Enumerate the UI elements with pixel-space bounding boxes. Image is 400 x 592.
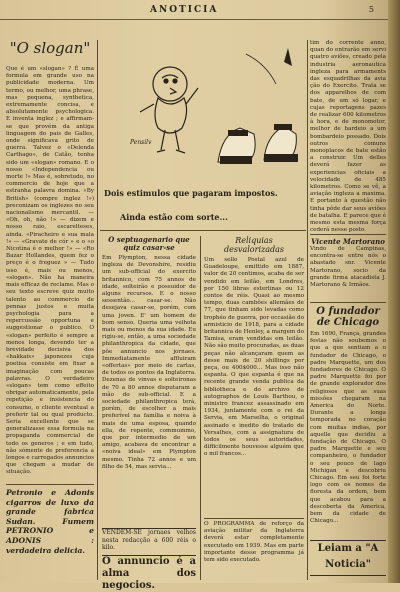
reliquias-body: Um sello Postal azul de Guadeloupe, emittido em 1887, valor de 20 centimos, acaba de ser vendido em leilão, em Londres, por 150 libras esterlinas ou 12 contos de réis. Quasi ao mesmo tempo, duas cambões allemães de 77, que tinham sido levadas como trophéo de guerra, por occasião do armisticio de 1918, para a cidade britannica de Henley, a margem do Tamisa, eram vendidas em leilão. Não são muito procuradas, as duas peças não alcançaram quem as desse mais de 20 shillings por peça, ou 400$000... Mas isso não espanta. O que espanta é que na recente grande venda publica da bibliotheca e do archivo de autographos de Louis Barthou, o ministro francez assassinado em 1934, juntamente com o rei da Servia, em Marselha, o original assinado e inedito do tratado de Versalhes, com a assignatura de todos os seus autoridades, difficilmente houvesse alguém que o mil francos... (204, 257, 304, 458)
divider (204, 518, 304, 519)
column-rule (97, 40, 98, 580)
reliquias-heading: Reliquias desvalorizadas (224, 236, 284, 254)
shoe-figure-right (264, 124, 298, 162)
jornaes-box (102, 528, 196, 556)
slogan-body: Que é um «slogan» ? É uma formula em grande uso na publicidade moderna. Um termo, ou melhor, uma phrase, mas pequena, synthetica, extremamente concisa, e absolutamente psychologica. E inventa inglez ; e affirmam-se que provém da antiga linguagem do pais de Galles, onde significava grito de guerra. Talvez o «Delenda Carthago», de Catão, tenha sido um «slogan» romano. E o nosso «Independencia ou morte !» Mas é, sobretudo, no commercio de hoje que a estranha palavra domina. «By British» (compre inglez !») preconizam os inglezes no seu nacionalismo mercantil. — «Oh, oh, não !» — dizem e nosso raio, escarelteses, ainda. «Piracheiro e sua mala !» — «Gravate de cór » e o «o Nicotina é o melhor !» — «Ro Bazar Hollandes, quem fez o preço é o freguez » — Tudo isso é, mais ou menos, «slogan». Não ha maneira mais efficaz de reclame. Mas o seu texto escreve quiz muito talento ao commercio de pennas justos e muita psychologia para a repercussão opportuna e suggestionar o publico. O «slogan» perfeito é sempre a menos longa, devendo ter a brevidade decisiva dos «hakkais» japonezes cuja poetisa consiste em fixar a imaginação com poucas palavras. O verdadeiro «slogan» tem como effeito obrigar automaticamente, pela repetição e insistencia do consumo, o cliente eventual a preferir tal ou qual producto. Seria excellente que se generalizasse essa formula na propaganda commercial de todo os generos ; e em tudo, não sómente de preferencia a longos e carregados annuncios que chegam a mudar de situação. (6, 66, 94, 476)
cartoon-caption-1: Dois estimulos que pagaram impostos. (104, 188, 278, 198)
cartoon-illustration (100, 34, 306, 184)
jornaes-box-text: VENDEM-SE jornaes velhos nesta redacção a 600 réis o kilo. (102, 529, 196, 551)
programma-box-text: O PROGRAMMA de reforço da aviação militar da Inglaterra deverá estar completamente executado em 1939. Mas em parte importante desse programma já tem sido executado. (204, 521, 304, 564)
leiam-ad-text: Leiam a "A Noticia" (317, 543, 379, 570)
martorano-article (310, 238, 386, 300)
svg-text:Pensilv: Pensilv (130, 139, 152, 146)
column-rule (200, 236, 201, 580)
leiam-ad (310, 540, 386, 576)
chicago-heading: O fundador de Chicago (316, 306, 380, 328)
martorano-heading: Vicente Martorano (311, 237, 385, 246)
divider (310, 302, 386, 303)
page-number: 5 (368, 5, 374, 14)
running-head (0, 5, 388, 20)
annuncio-slogan (102, 556, 196, 591)
chicago-body: Em 1690, França, grandes festas não soubemos o que a que sentiam a o fundador de Chicago, o padre Marquette, um dos fundadores de Chicago. O padre Marquette foi por de grande explorador dos religiosos que as suas missões chegaram na America do Norte. Durante a longa temporada no coração com muitas indias, por aquelle que decidiu a fundação de Chicago. O padre Marquette e seu companheiro, o fundador o seu pouco de lago Michigan e descobriu Chicago. Em seu foi forte logo com os nomes da floresta da ordem, bem que acabou para a descoberta da America, bem da cidade de Chicago... (310, 331, 386, 525)
aviacao-article (310, 40, 386, 232)
slogan-article (6, 40, 94, 480)
septuagenario-body: Em Plympton, nessa cidade ingleza de Devonshire, residiu um sub-official do exercito britannico, com 75 annos de idade, solteirão e possuidor de alguns recursos. E o nosso sessentão... casar-se. Não desejava casar-se, porém, com uma joven. E' um homem de bom senso. Queria uma velhota mais ou menos da sua idade. Eu rigiu-se, então, a uma sociedade philanthropica da cidade, que põe annuncio nos jornaes. Immediatamente affluiram «offertas» por meio de cartas, de todos os pontos da Inglaterra. Dezenas de vinvas e solteironas de 70 a 80 annos disputaram a mão do sub-official. E a sociedade philanthropica terá, porém, de escolher a mais preferível na família e noiva à mais de uma esposa, quando ella, de repente, commummo, que por intermedio de um amigo, acabava de encontrar a «noiva ideal» em Plympton mesmo. Tinha 72 annos e um filho de 54, mas servia... (102, 255, 196, 470)
divider (100, 230, 306, 231)
shoe-figure-left (218, 128, 255, 164)
divider (310, 234, 386, 235)
septuagenario-article (102, 236, 196, 536)
cartoon-drawing (100, 34, 306, 184)
newspaper-title: ANOTICIA (150, 5, 219, 15)
cartoon-caption-2: Ainda estão com sorte... (120, 212, 228, 222)
page-binding-edge (388, 0, 400, 583)
slogan-heading: "O slogan" (9, 39, 91, 57)
petronio-ad (6, 488, 94, 580)
column-rule (307, 40, 308, 580)
martorano-body: Vindo de Campinas, encontra-se entre nós o abastado snr. Vicente Martorano, socio da grande firma atacadista J. Martorano & Irmãos. (310, 246, 386, 289)
reliquias-article (204, 236, 304, 518)
chicago-article (310, 306, 386, 534)
programma-box (204, 521, 304, 581)
aviacao-body: tim do corrente anno, quan do entrarão em servi quatro aviões, creado pela industria aeronautica ingleza para armaments das esquadrilhas da avia ção do Exercito. Trata se dos apparelhos de com bate, de um só logar, e cujas reportagens pazes de realizar 600 kilometros à hora, e de monomotor, melhor de bardeio a um bombardeio possado. Dois outros comuns monoplacos de bate estão a construir. Um delles deverá fazer as experiencias oficiais a velocidade de 485 kilometros. Como se vê, a aviação ingleza a maxima. E portanto à questão não tinha pôde dar seus aviões de batalha. E parece que é mesmo esta mesma força cederá nesse posto. (310, 40, 387, 234)
divider (6, 484, 94, 485)
septuagenario-heading: O septuagenario que quiz casar-se (108, 235, 190, 252)
annuncio-slogan-text: O annuncio é a alma dos negocios. (102, 556, 196, 591)
petronio-ad-text: Petronio e Adonis cigarros de luxo da grande fabrica Sudan. Fumem PETRONIO e ADONIS : verdadeira delicia. (6, 488, 94, 555)
